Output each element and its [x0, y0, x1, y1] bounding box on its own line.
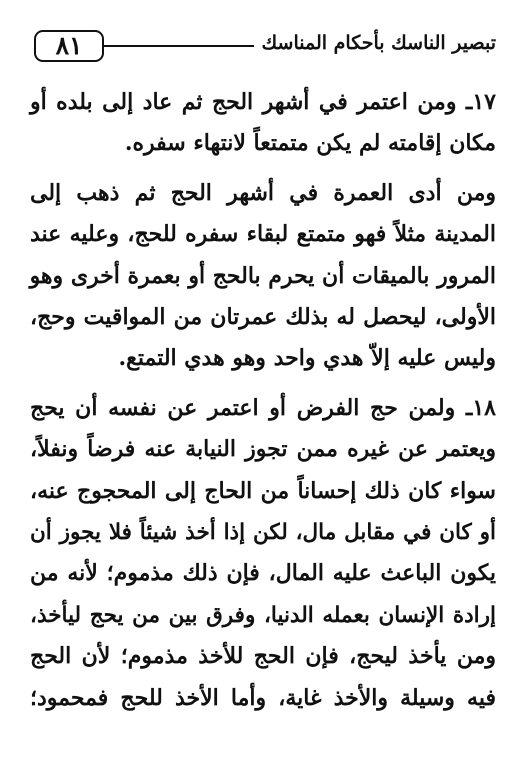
text-line: فيه وسيلة والأخذ غاية، وأما الأخذ للحج فمحمود؛	[30, 684, 496, 711]
text-line: المدينة مثلاً فهو متمتع لبقاء سفره للحج، وعليه عند	[30, 221, 496, 248]
page-number: ٨١	[55, 31, 83, 60]
text-line: وليس عليه إلاّ هدي واحد وهو هدي التمتع.	[118, 345, 496, 372]
text-line: ومن أدى العمرة في أشهر الحج ثم ذهب إلى	[30, 179, 496, 206]
text-line: مكان إقامته لم يكن متمتعاً لانتهاء سفره.	[124, 130, 496, 157]
running-header	[34, 26, 496, 66]
text-line: ومن يأخذ ليحج، فإن الحج للأخذ مذموم؛ لأن الحج	[30, 643, 496, 670]
paragraph-17	[30, 82, 496, 165]
page-number-box	[34, 30, 104, 62]
text-line: إرادة الإنسان بعمله الدنيا، وفرق بين من يحج ليأخذ،	[30, 602, 496, 628]
text-line: ١٧ـ ومن اعتمر في أشهر الحج ثم عاد إلى بلده أو	[30, 89, 496, 115]
text-line: يكون الباعث عليه المال، فإن ذلك مذموم؛ لأنه من	[30, 560, 496, 587]
text-line: ١٨ـ ولمن حج الفرض أو اعتمر عن نفسه أن يحج	[30, 394, 496, 421]
book-title: تبصير الناسك بأحكام المناسك	[261, 32, 496, 54]
text-line: المرور بالميقات أن يحرم بالحج أو بعمرة أخرى وهو	[29, 262, 496, 289]
paragraph-umrah-madinah	[30, 173, 496, 380]
text-line: الأولى، ليحصل له بذلك عمرتان من المواقيت وحج،	[30, 304, 496, 331]
text-line: أو كان في مقابل مال، لكن إذا أخذ شيئاً فلا يجوز أن	[30, 520, 496, 546]
body-text	[30, 82, 496, 719]
text-line: ويعتمر عن غيره ممن تجوز النيابة عنه فرضاً ونفلاً،	[30, 436, 496, 463]
paragraph-18	[30, 388, 496, 719]
text-line: سواء كان ذلك إحساناً من الحاج إلى المحجوج عنه،	[30, 477, 496, 504]
header-rule	[104, 45, 254, 47]
